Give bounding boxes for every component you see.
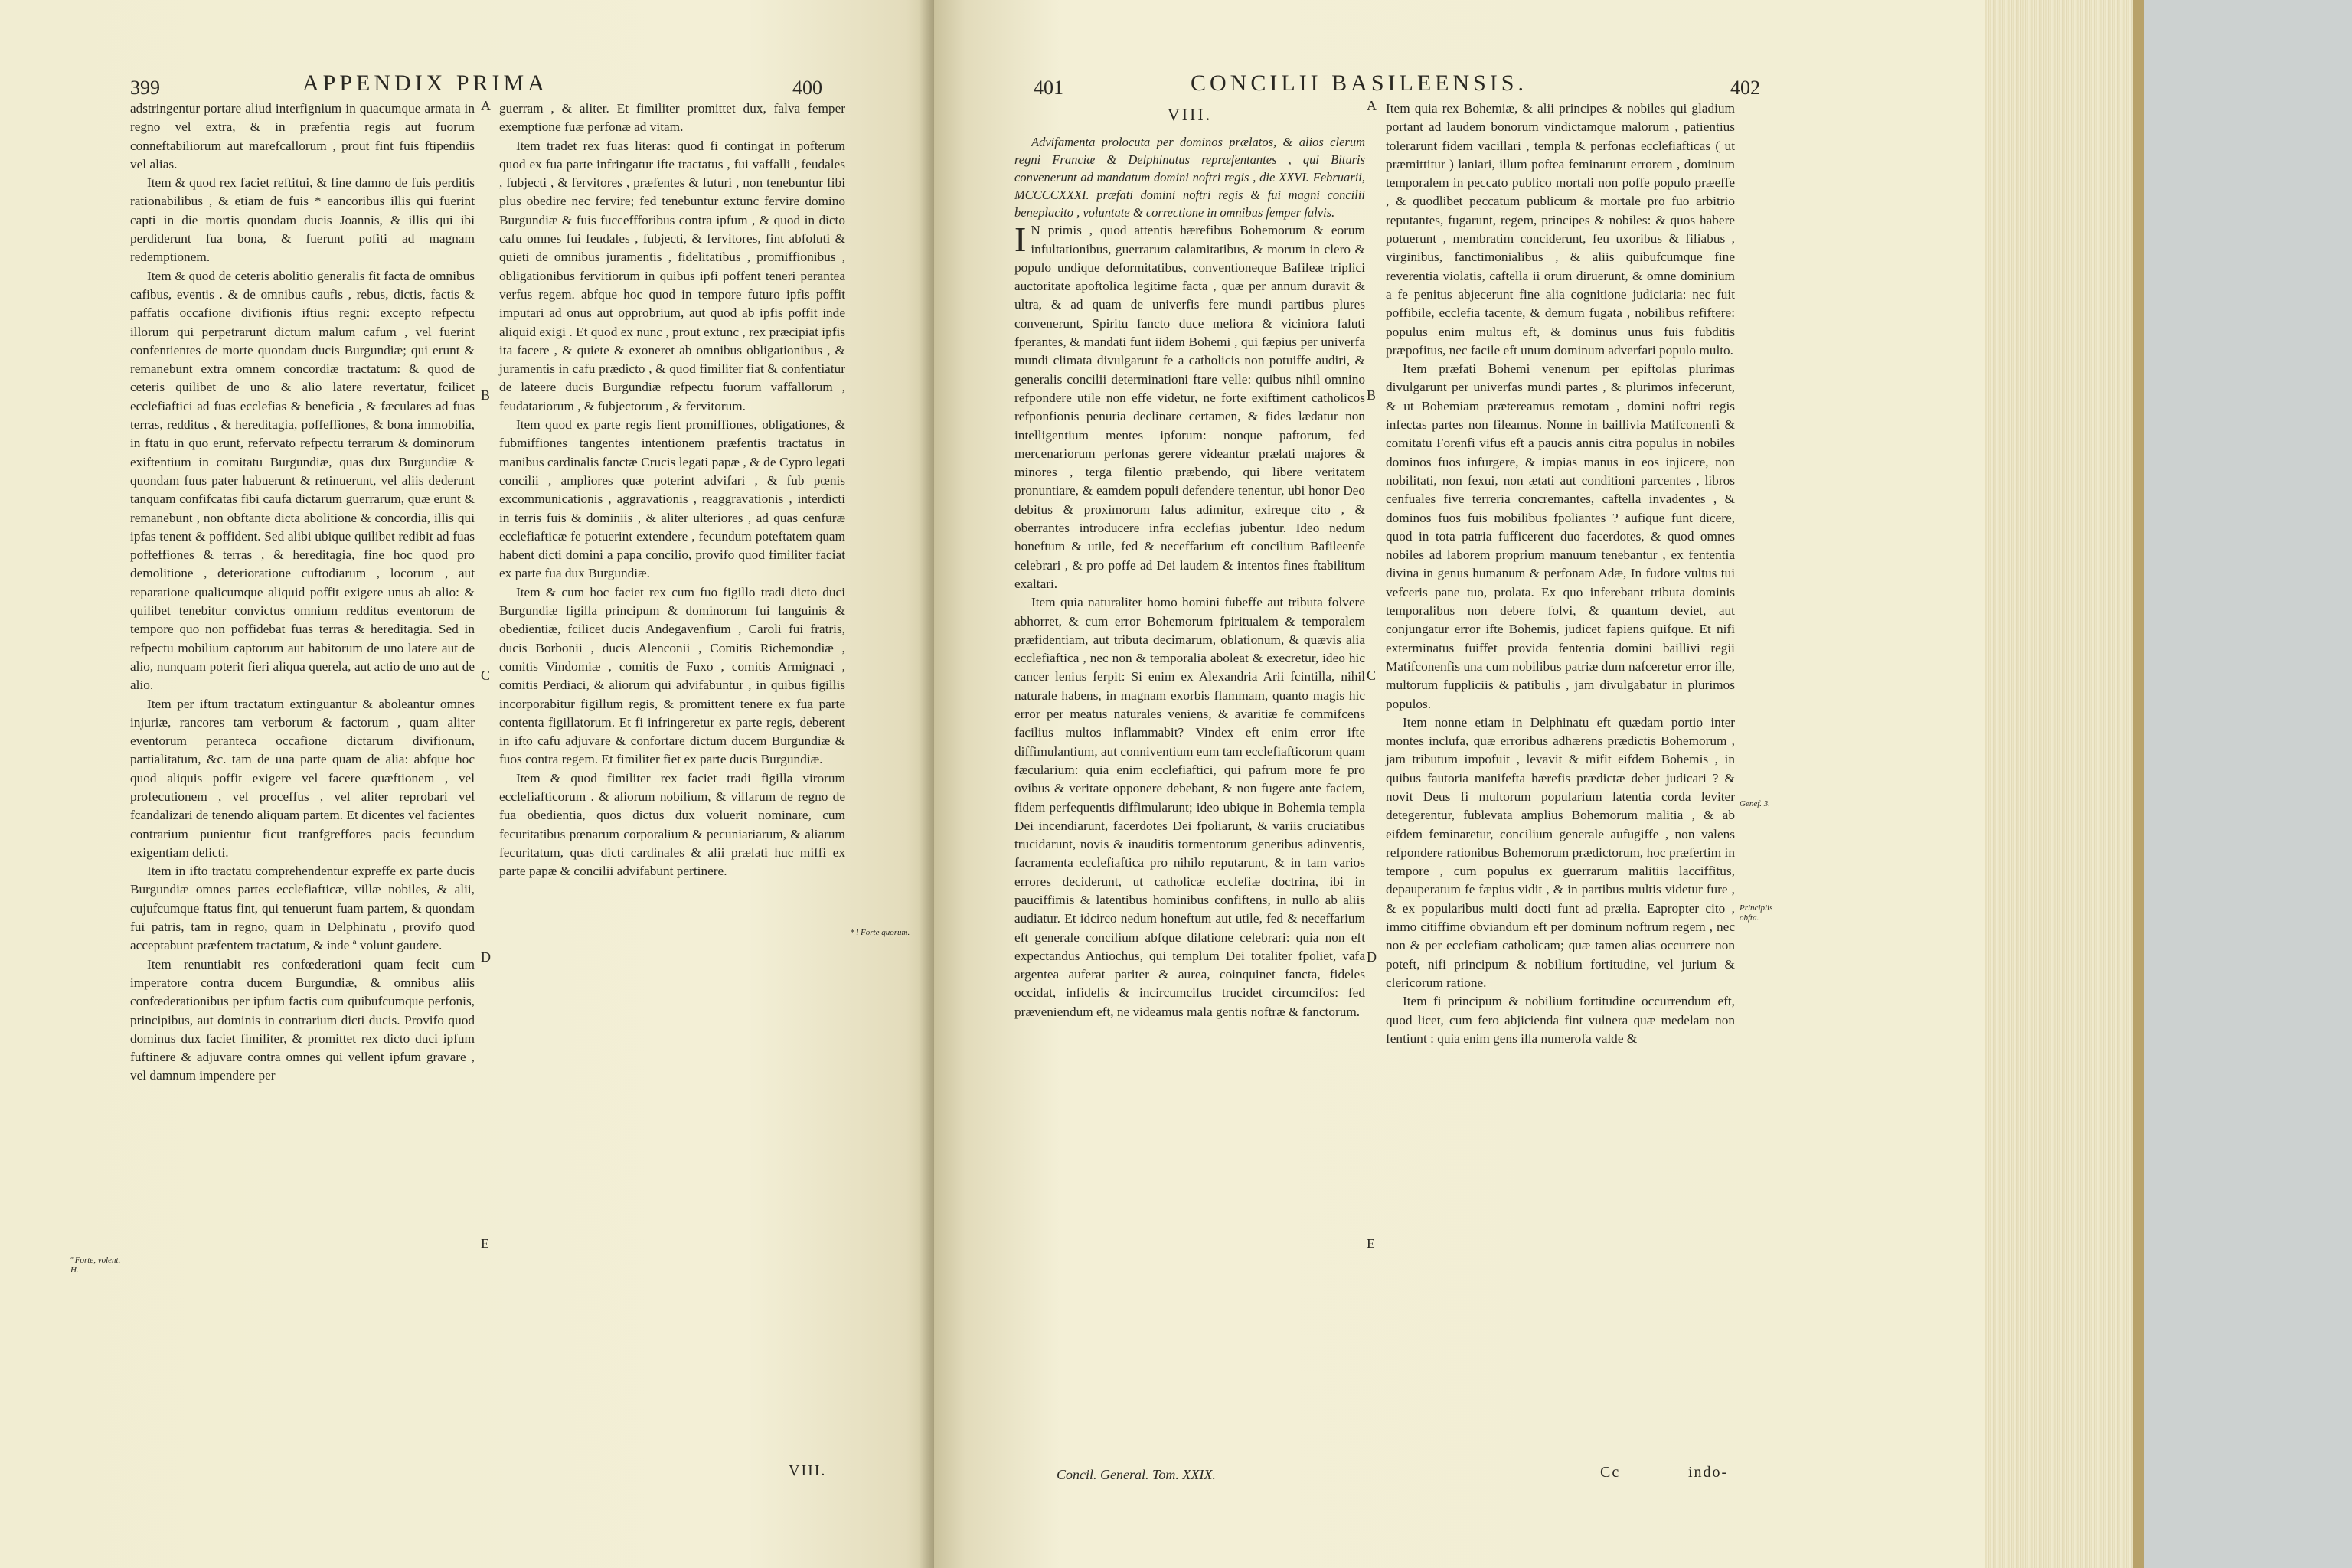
section-letter-b: B bbox=[1367, 387, 1377, 403]
paragraph: Item nonne etiam in Delphinatu eft quædam portio inter montes inclufa, quæ erroribus adhærens prædictis Bohemorum , jam tributum impofuit , levavit & mifit eifdem Bohemis , in quibus fautoria manifefta hærefis prædictæ debet judicari ? & novit Deus fi multorum popularium latentia corda leviter detegerentur, fublevata amplius Bohemorum malitia , & ab eifdem feminaretur, concilium generale aufugiffe , non valens refpondere rationibus Bohemorum prædictorum, hoc præfertim in tempore , cum populus ex guerrarum malitiis lacciffitus, depauperatum fe fæpius vidit , & in partibus multis videtur fure , & ex popularibus multi docti funt ad prælia. Eapropter cito , immo citiffime obviandum eft per dominum noftrum regem , nec non & per ecclefiam catholicam; quæ tamen alias occurrere non poteft, nifi principum & nobilium fortitudine, vel jurium & clericorum ratione. bbox=[1386, 714, 1735, 990]
signature-mark: Cc bbox=[1600, 1464, 1621, 1481]
section-letter-a: A bbox=[481, 98, 491, 113]
italic-introduction: Advifamenta prolocuta per dominos prælatos, & alios clerum regni Franciæ & Delphinatus repræfentantes , qui Bituris convenerunt ad mandatum domini noftri regis , die XXVI. Februarii, MCCCCXXXI. præfati domini noftri regis & fui magni concilii beneplacito , voluntate & correctione in omnibus femper falvis. bbox=[1014, 135, 1365, 220]
paragraph: Item tradet rex fuas literas: quod fi contingat in pofterum quod ex fua parte infringatur ifte tractatus , fui vaffalli , feudales , fubjecti , & fervitores , præfentes & futuri , non tenebuntur fibi plus obedire nec fervire; fed tenebuntur extunc fervire domino Burgundiæ & fuis fucceffforibus contra ipfum , & quod in dicto cafu omnes fui feudales , fubjecti, & fervitores, fint abfoluti & quieti de omnibus juramentis , fidelitatibus , promiffionibus , obligationibus fervitiorum in quibus ipfi poffent teneri perantea verfus regem. abfque hoc quod in tempore futuro ipfis poffit imputari ad onus aut opprobrium, aut quod ab ipfis poffit inde aliquid exigi . Et quod ex nunc , prout extunc , rex præcipiat ipfis ita facere , & quiete & exoneret ab omnibus obligationibus , & juramentis in cafu prædicto , & quod fimiliter fiat & confentiatur de lateere ducis Burgundiæ refpectu fuorum vaffallorum , feudatariorum , & fubjectorum , & fervitorum. bbox=[499, 138, 845, 413]
paragraph: Item quod ex parte regis fient promiffiones, obligationes, & fubmiffiones tangentes intentionem præfentis tractatus in manibus cardinalis fanctæ Crucis legati papæ , & de Cypro legati concilii , ampliores quæ poterint advifari , & fub pœnis excommunicationis , aggravationis , reaggravationis , interdicti in terris fuis & dominiis , & aliter ulteriores , ad quas cenfuræ ecclefiafticæ fe potuerint extendere , fecundum poteftatem quam habent dicti domini a papa concilio, provifo quod fimiliter faciat ex parte fua dux Burgundiæ. bbox=[499, 417, 845, 581]
paragraph: Item & cum hoc faciet rex cum fuo figillo tradi dicto duci Burgundiæ figilla principum & dominorum fui fanguinis & obedientiæ, fcilicet ducis Andegavenfium , Caroli fui fratris, ducis Borbonii , ducis Alenconii , Comitis Richemondiæ , comitis Vindomiæ , comitis de Fuxo , comitis Armignaci , comitis Perdiaci, & aliorum qui advifabuntur , in quibus figillis incorporabitur figillum regis, & promittent tenere ex fua parte contenta figillatorum. Et fi infringeretur ex parte regis, deberent in ifto cafu adjuvare & confortare dictum ducem Burgundiæ & fuos contra regem. Et fimiliter fiet ex parte ducis Burgundiæ. bbox=[499, 584, 845, 767]
section-title: VIII. bbox=[1167, 105, 1213, 124]
margin-note-forte-quorum: * l Forte quorum. bbox=[850, 928, 910, 937]
left-page bbox=[0, 0, 934, 1568]
right-page bbox=[934, 0, 1984, 1568]
margin-note-forte-volent: ª Forte, volent. H. bbox=[70, 1256, 121, 1275]
section-letter-a: A bbox=[1367, 98, 1377, 113]
paragraph: Item in ifto tractatu comprehendentur expreffe ex parte ducis Burgundiæ omnes partes ecclefiafticæ, villæ nobiles, & alii, cujufcumque ftatus fint, qui tenuerunt fuam partem, & quondam fui patris, tam in regno, quam in Delphinatu , provifo quod acceptabunt præfentem tractatum, & inde ª volunt gaudere. bbox=[130, 864, 475, 953]
section-letter-d: D bbox=[1367, 949, 1377, 965]
section-letter-c: C bbox=[481, 668, 491, 683]
catchword-right: indo- bbox=[1688, 1464, 1729, 1481]
paragraph: Item renuntiabit res confœderationi quam fecit cum imperatore contra ducem Burgundiæ, & omnibus aliis confœderationibus per ipfum factis cum quibufcumque perfonis, principibus, aut dominis in contrarium dicti ducis. Provifo quod dominus dux faciet fimiliter, & promittet rex dicto duci ipfum fuftinere & adjuvare contra omnes qui vellent ipfum gravare , vel damnum impendere per bbox=[130, 956, 475, 1083]
left-page-column-2 bbox=[499, 100, 845, 880]
paragraph: Item præfati Bohemi venenum per epiftolas plurimas divulgarunt per univerfas mundi partes , & plurimos infecerunt, & ut Bohemiam prætereamus remotam , domini noftri regis infectas partes non fileamus. Nonne in baillivia Matifconenfi & comitatu Forenfi vifus eft a paucis annis citra populus in nobiles dominos fuos infurgere, & impias manus in eos injicere, non nobilitati, non fexui, non ætati aut conditioni parcentes , libros cenfuales five terreria concremantes, caftella invadentes , & dominos fuos fuis mobilibus fpoliantes ? aufique funt dicere, quod in tota patria fufficerent duo facerdotes, & quod omnes nobiles ad laborem proprium manuum tenebantur , ex fententia divina in genus humanum & perfonam Adæ, In fudore vultus tui vefceris pane tuo, prolata. Ex quo inferebant tributa dominis temporalibus non debere folvi, & quantum deviet, aut conjungatur error ifte Bohemis, judicet fapiens quifque. Et nifi exterminatus fuiffet provida fententia domini baillivi regii Matifconenfis una cum nobilibus patriæ dum nafceretur error ille, multorum fuppliciis & patibulis , jam divulgabatur in plurimos populos. bbox=[1386, 361, 1735, 711]
paragraph: Item quia rex Bohemiæ, & alii principes & nobiles qui gladium portant ad laudem bonorum vindictamque malorum , patientius tolerarunt fidem vacillari , templa & perfonas ecclefiafticas ( ut præmittitur ) laniari, illum poftea feminarunt errorem , dominum temporalem in peccato publico mortali non poffe populo præeffe , & quodlibet peccatum publicum & mortale pro fuo arbitrio reputantes, fugarunt, regem, principes & nobiles: & quos habere potuerunt , membratim conciderunt, feu uxoribus & filiabus , virginibus, fanctimonialibus , & aliis quibufcumque fine reverentia violatis, caftella ii orum diruerunt, & omne dominium a fe penitus abjecerunt fine alia cognitione judiciaria: nec fuit poffibile, ecclefia tacente, & demum fugata , nobilibus refiftere: populus enim multus eft, & dominus unus fuis fubditis præpofitus, nec facile eft unum dominum adverfari populo multo. bbox=[1386, 101, 1735, 358]
right-page-column-2 bbox=[1386, 100, 1735, 1048]
page-number-left-399: 399 bbox=[130, 77, 160, 99]
paragraph-text: N primis , quod attentis hærefibus Bohemorum & eorum infultationibus, guerrarum calamitatibus, & morum in clero & populo undique deformitatibus, conventioneque Bafileæ triplici auctoritate apoftolica legitime facta , quæ per annum duravit & ultra, & ad quam de univerfis fere mundi partibus plures convenerunt, Spiritu fancto duce meliora & viciniora faluti fperantes, & mandati funt iidem Bohemi , qui fæpius per univerfa mundi climata divulgarunt fe a catholicis non potuiffe audiri, & generalis concilii determinationi ftare velle: quibus nihil omnino refpondere utile non effe videtur, ne forte exiftiment catholicos refponfionis penuria declinare certamen, & fides lædatur non intelligentium mentes ipforum: nonque paftorum, fed mercenariorum perfonas gerere videantur prælati majores & minores , terga filentio præbendo, qui libere veritatem pronuntiare, & eamdem populi defendere tenentur, ubi honor Deo debitus & proximorum falus adimitur, exireque cito , & oberrantes introducere infra ecclefias jubentur. Ideo nedum honeftum & utile, fed & neceffarium eft concilium Bafileenfe celebrari , & pro poffe ad Dei laudem & intentos fines ftabilitum exaltari. bbox=[1014, 223, 1365, 591]
running-header-right: CONCILII BASILEENSIS. bbox=[1191, 70, 1527, 96]
paragraph: Item fi principum & nobilium fortitudine occurrendum eft, quod licet, cum fero abjicienda fint vulnera quæ medelam non fentiunt : quia enim gens illa numerofa valde & bbox=[1386, 994, 1735, 1046]
catchword-left: VIII. bbox=[789, 1462, 827, 1479]
page-edges bbox=[1984, 0, 2138, 1568]
running-header-left: APPENDIX PRIMA bbox=[302, 70, 548, 96]
paragraph: Item & quod fimiliter rex faciet tradi figilla virorum ecclefiafticorum . & aliorum nobilium, & villarum de regno de fua obedientia, quos dictus dux voluerit nominare, cum fecuritatibus pœnarum corporalium & pecuniariarum, & aliarum fecuritatum, quas dicti cardinales & alii prælati huc miffi ex parte papæ & concilii advifabunt pertinere. bbox=[499, 770, 845, 879]
section-letter-d: D bbox=[481, 949, 491, 965]
page-number-right-402: 402 bbox=[1730, 77, 1760, 99]
paragraph: Item & quod rex faciet reftitui, & fine damno de fuis perditis rationabilibus , & etiam de fuis * eancoribus illis qui fuerint capti in die mortis quondam ducis Joannis, & illis qui ibi perdiderunt fua bona, & fuerunt pofiti ad magnam redemptionem. bbox=[130, 175, 475, 265]
background-surface bbox=[2144, 0, 2352, 1568]
section-letter-b: B bbox=[481, 387, 491, 403]
section-letter-c: C bbox=[1367, 668, 1377, 683]
footer-volume: Concil. General. Tom. XXIX. bbox=[1057, 1467, 1216, 1482]
section-letter-e: E bbox=[481, 1236, 489, 1251]
paragraph: adstringentur portare aliud interfignium in quacumque armata in regno vel extra, & in præfentia regis aut fuorum conneftabiliorum aut marefcallorum , prout fint fuis ftipendiis vel alias. bbox=[130, 101, 475, 172]
section-letter-e: E bbox=[1367, 1236, 1375, 1251]
paragraph: Item per iftum tractatum extinguantur & aboleantur omnes injuriæ, rancores tam verborum & factorum , quam aliter eventorum peranteca occafione dictarum divifionum, partialitatum, &c. tam de una parte quam de alia: abfque hoc quod aliquis poffit exigere vel facere quæftionem , vel profecutionem , vel proceffus , vel aliter reprobari vel fcandalizari de tenendo aliquam partem. Et dicentes vel facientes contrarium punientur ficut tranfgreffores pacis fecundum exigentiam delicti. bbox=[130, 696, 475, 860]
page-number-left-400: 400 bbox=[792, 77, 822, 99]
paragraph bbox=[1014, 221, 1365, 593]
margin-note-principiis: Principiis obfta. bbox=[1740, 903, 1773, 923]
paragraph: guerram , & aliter. Et fimiliter promittet dux, falva femper exemptione fuæ perfonæ ad vitam. bbox=[499, 101, 845, 135]
page-number-right-401: 401 bbox=[1034, 77, 1063, 99]
drop-capital: I bbox=[1014, 220, 1027, 260]
margin-note-genesis: Genef. 3. bbox=[1740, 799, 1771, 808]
book-cover-edge bbox=[2133, 0, 2144, 1568]
left-page-column-1 bbox=[130, 100, 475, 1086]
paragraph: Item & quod de ceteris abolitio generalis fit facta de omnibus cafibus, eventis . & de omnibus caufis , rebus, dictis, factis & paffatis occafione divifionis iftius regni: excepto refpectu illorum qui perpetrarunt dictum malum cafum , vel fuerint confentientes de morte quondam ducis Burgundiæ; qui erunt & remanebunt extra omnem concordiæ tractatum: & quod de ceteris quilibet de uno & alio latere revertatur, fcilicet ecclefiaftici ad fuas ecclefias & beneficia , & fæculares ad fuas terras, redditus , & hereditagia, poffeffiones, & bona immobilia, in ftatu in quo erunt, refervato refpectu terrarum & dominorum exiftentium in comitatu Burgundiæ, quas dux Burgundiæ & quondam fuus pater habuerunt & retinuerunt, vel aliis dederunt tanquam confifcatas fibi caufa dictarum guerrarum, quæ erunt & remanebunt , non obftante dicta abolitione & concordia, illis qui ipfas tenent & poffident. Sed alibi ubique quilibet redibit ad fuas poffeffiones & terras , & hereditagia, fine hoc quod pro demolitione , deterioratione cuftodiarum , locorum , aut reparatione qualicumque aliquid poffit exigere unus ab alio: & quilibet tenebitur convictus omnium redditus eventorum de tempore quo non poffidebat fuas terras & hereditagia. Sed in refpectu mobilium captorum aut habitorum de uno latere aut de alio, nunquam poterit fieri aliqua querela, aut actio de uno aut de alio. bbox=[130, 268, 475, 693]
paragraph: Item quia naturaliter homo homini fubeffe aut tributa folvere abhorret, & cum error Bohemorum fpiritualem & temporalem præfidentiam, aut tributa decimarum, oblationum, & quævis alia ecclefiaftica , nec non & temporalia aboleat & execretur, ideo hic cancer lenius ferpit: Si enim ex Alexandria Arii fcintilla, nihil naturale habens, in magnam exorbis flammam, quanto magis hic error per meatus naturales veniens, & avaritiæ fe commifcens facilius multos inflammabit? Vindex eft enim error ifte diffimulantium, aut conniventium eum tam ecclefiafticorum quam fæcularium: quia enim ecclefiaftici, qui pafrum more fe pro ovibus & veritate opponere debebant, & non fugere ante faciem, fidem perfequentis diffimularunt; ideo ubique in Bohemia templa Dei incendiarunt, facerdotes Dei fpoliarunt, & variis cruciatibus trucidarunt, novis & inauditis tormentorum generibus adinventis, facramenta ecclefiaftica pro nihilo reputarunt, & in tam varios errores deciderunt, ut catholicæ ecclefiæ doctrina, ibi in pauciffimis & latentibus hominibus confiftens, in nullo ab aliis audiatur. Et idcirco nedum honeftum aut utile, fed & neceffarium eft generale concilium abfque dilatione celebrari: quia non eft expectandus Antiochus, qui templum Dei totaliter fpoliet, vafa argentea auferat pariter & aurea, coinquinet fancta, fideles occidat, infidelis & incircumcifus trucidet circumcifos: fed præveniendum eft, ne videamus mala gentis noftræ & fanctorum. bbox=[1014, 595, 1365, 1019]
right-page-column-1 bbox=[1014, 100, 1365, 1021]
